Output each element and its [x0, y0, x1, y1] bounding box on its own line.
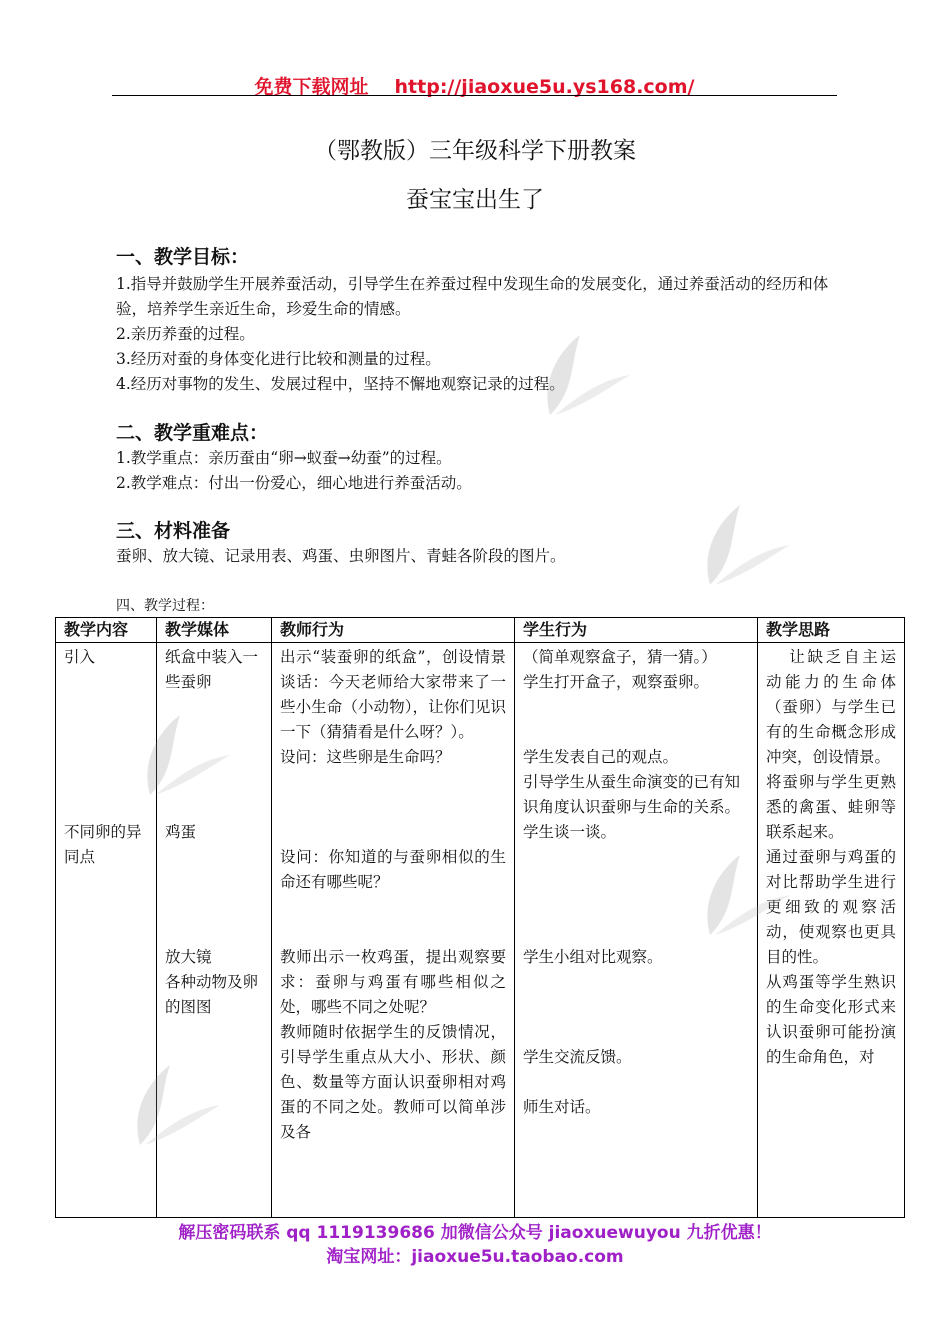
process-label: 四、教学过程： — [116, 598, 214, 614]
section-objectives — [116, 244, 856, 397]
cell-teacher: 出示“装蚕卵的纸盒”，创设情景谈话：今天老师给大家带来了一些小生命（小动物），让你们见识一下（猜猜看是什么呀？）。 设问：这些卵是生命吗？ 设问：你知道的与蚕卵相似的生命还有哪些呢？ 教师出示一枚鸡蛋，提出观察要求：蚕卵与鸡蛋有哪些相似之处，哪些不同之处呢？ 教师随时依据学生的反馈情况，引导学生重点从大小、形状、颜色、数量等方面认识蚕卵相对鸡蛋的不同之处。教师可以简单涉及各 — [272, 643, 515, 1218]
objective-line: 1.指导并鼓励学生开展养蚕活动，引导学生在养蚕过程中发现生命的发展变化，通过养蚕活动的经历和体验，培养学生亲近生命，珍爱生命的情感。 — [116, 275, 829, 318]
column-header: 学生行为 — [515, 618, 758, 643]
section-heading: 三、材料准备 — [116, 520, 231, 542]
footer-shop-link[interactable]: 淘宝网址：jiaoxue5u.taobao.com — [326, 1247, 624, 1267]
cell-thinking: 让缺乏自主运动能力的生命体（蚕卵）与学生已有的生命概念形成冲突，创设情景。 将蚕卵与学生更熟悉的禽蛋、蛙卵等联系起来。 通过蚕卵与鸡蛋的对比帮助学生进行更细致的观察活动，使观察也更具目的性。 从鸡蛋等学生熟识的生命变化形式来认识蚕卵可能扮演的生命角色，对 — [758, 643, 905, 1218]
column-header: 教师行为 — [272, 618, 515, 643]
materials-line: 蚕卵、放大镜、记录用表、鸡蛋、虫卵图片、青蛙各阶段的图片。 — [116, 547, 566, 565]
download-label: 免费下载网址 — [254, 76, 369, 98]
lesson-process-table — [55, 617, 905, 1218]
table-header-row — [56, 618, 905, 643]
column-header: 教学思路 — [758, 618, 905, 643]
section-materials — [116, 518, 856, 569]
key-point-line: 2.教学难点：付出一份爱心，细心地进行养蚕活动。 — [116, 474, 472, 492]
objective-line: 4.经历对事物的发生、发展过程中，坚持不懈地观察记录的过程。 — [116, 375, 565, 393]
document-title: （鄂教版）三年级科学下册教案 — [314, 138, 636, 164]
download-url-link[interactable]: http://jiaoxue5u.ys168.com/ — [394, 76, 695, 98]
key-point-line: 1.教学重点：亲历蚕由“卵→蚁蚕→幼蚕”的过程。 — [116, 449, 452, 467]
cell-student: （简单观察盒子，猜一猜。） 学生打开盒子，观察蚕卵。 学生发表自己的观点。 引导学生从蚕生命演变的已有知识角度认识蚕卵与生命的关系。 学生谈一谈。 学生小组对比观察。 学生交流反馈。 师生对话。 — [515, 643, 758, 1218]
cell-media: 纸盒中装入一些蚕卵 鸡蛋 放大镜 各种动物及卵的图图 — [157, 643, 272, 1218]
header-divider — [112, 95, 837, 96]
column-header: 教学媒体 — [157, 618, 272, 643]
section-heading: 一、教学目标： — [116, 246, 250, 268]
cell-content: 引入 不同卵的异同点 — [56, 643, 157, 1218]
table-row — [56, 643, 905, 1218]
section-key-points — [116, 420, 856, 496]
objective-line: 3.经历对蚕的身体变化进行比较和测量的过程。 — [116, 350, 441, 368]
column-header: 教学内容 — [56, 618, 157, 643]
footer-contact: 解压密码联系 qq 1119139686 加微信公众号 jiaoxuewuyou 九折优惠！ — [178, 1223, 772, 1243]
lesson-title: 蚕宝宝出生了 — [406, 187, 544, 213]
section-heading: 二、教学重难点： — [116, 422, 269, 444]
objective-line: 2.亲历养蚕的过程。 — [116, 325, 255, 343]
